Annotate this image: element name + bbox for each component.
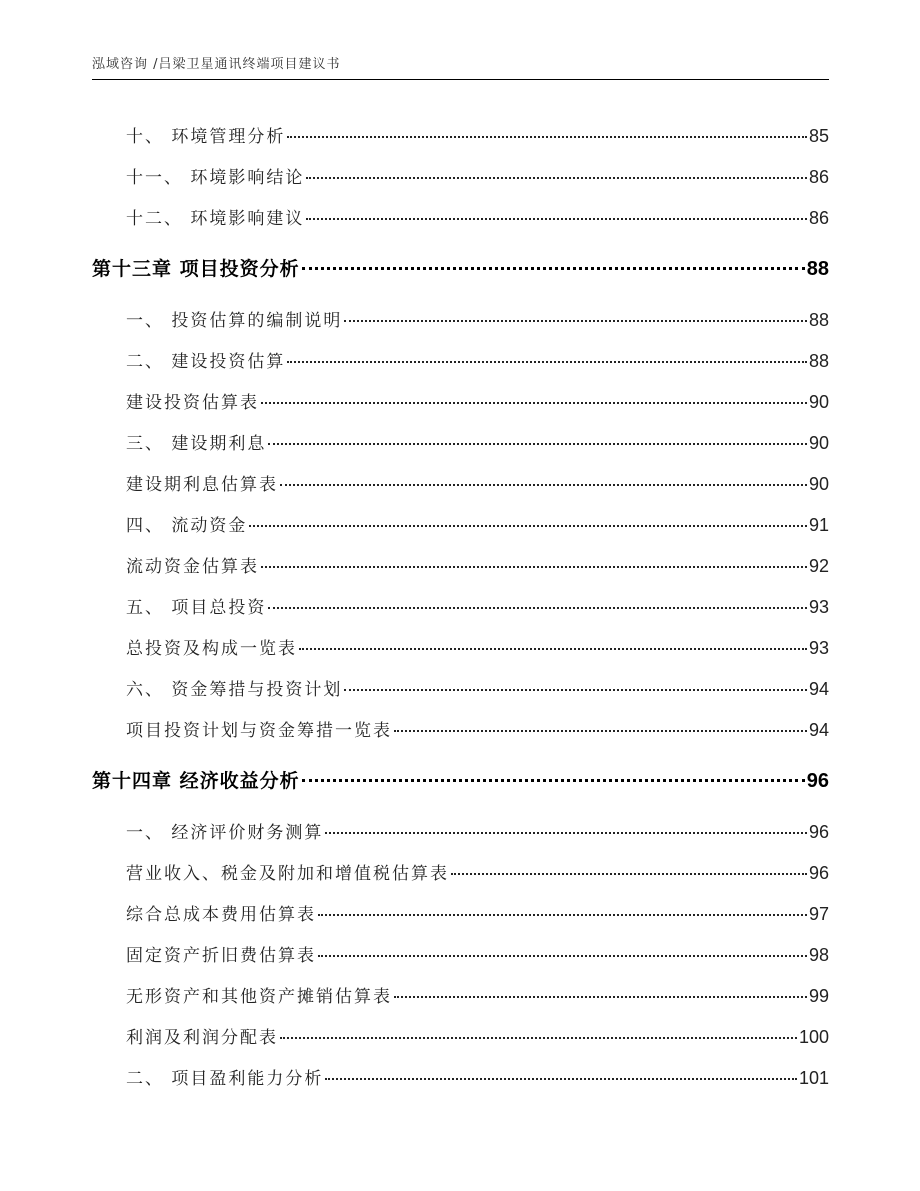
toc-page-number: 92 <box>808 556 829 576</box>
toc-dot-leader <box>325 1078 797 1080</box>
toc-page-number: 85 <box>808 126 829 146</box>
toc-entry-title: 第十四章 经济收益分析 <box>92 770 300 792</box>
header-rule <box>92 79 829 80</box>
toc-dot-leader <box>306 218 807 220</box>
page-header: 泓域咨询 /吕梁卫星通讯终端项目建议书 <box>92 57 341 72</box>
toc-entry[interactable] <box>126 1064 829 1089</box>
toc-dot-leader <box>394 996 807 998</box>
toc-entry-title: 营业收入、税金及附加和增值税估算表 <box>126 864 449 884</box>
toc-dot-leader <box>268 607 807 609</box>
toc-entry[interactable] <box>126 511 829 536</box>
toc-entry[interactable] <box>126 716 829 741</box>
toc-entry[interactable] <box>126 552 829 577</box>
toc-entry-title: 无形资产和其他资产摊销估算表 <box>126 987 392 1007</box>
toc-entry[interactable] <box>126 1023 829 1048</box>
toc-entry-title: 第十三章 项目投资分析 <box>92 258 300 280</box>
toc-entry-title: 一、 投资估算的编制说明 <box>126 311 343 331</box>
toc-entry[interactable] <box>126 163 829 188</box>
toc-entry-title: 四、 流动资金 <box>126 516 248 536</box>
toc-dot-leader <box>325 832 807 834</box>
toc-entry-title: 十二、 环境影响建议 <box>126 209 305 229</box>
toc-entry-title: 五、 项目总投资 <box>126 598 267 618</box>
toc-dot-leader <box>344 320 807 322</box>
toc-page-number: 88 <box>806 258 829 280</box>
toc-entry[interactable] <box>126 593 829 618</box>
toc-dot-leader <box>306 177 807 179</box>
toc-dot-leader <box>318 955 807 957</box>
toc-dot-leader <box>344 689 807 691</box>
toc-chapter-entry[interactable] <box>92 766 829 793</box>
toc-entry[interactable] <box>126 634 829 659</box>
toc-entry-title: 流动资金估算表 <box>126 557 259 577</box>
toc-page-number: 90 <box>808 433 829 453</box>
toc-entry-title: 三、 建设期利息 <box>126 434 267 454</box>
toc-dot-leader <box>261 402 807 404</box>
toc-entry[interactable] <box>126 347 829 372</box>
toc-entry-title: 建设投资估算表 <box>126 393 259 413</box>
toc-page-number: 100 <box>798 1027 829 1047</box>
toc-page-number: 99 <box>808 986 829 1006</box>
toc-entry[interactable] <box>126 204 829 229</box>
toc-page-number: 86 <box>808 167 829 187</box>
toc-dot-leader <box>280 484 807 486</box>
toc-dot-leader <box>302 779 805 782</box>
toc-dot-leader <box>318 914 807 916</box>
toc-entry[interactable] <box>126 470 829 495</box>
toc-entry[interactable] <box>126 818 829 843</box>
toc-page-number: 90 <box>808 392 829 412</box>
toc-entry-title: 项目投资计划与资金筹措一览表 <box>126 721 392 741</box>
toc-dot-leader <box>287 136 807 138</box>
toc-page-number: 96 <box>808 863 829 883</box>
toc-entry-title: 固定资产折旧费估算表 <box>126 946 316 966</box>
toc-entry-title: 利润及利润分配表 <box>126 1028 278 1048</box>
toc-dot-leader <box>299 648 807 650</box>
toc-dot-leader <box>261 566 807 568</box>
toc-entry[interactable] <box>126 306 829 331</box>
toc-entry-title: 十一、 环境影响结论 <box>126 168 305 188</box>
toc-page-number: 88 <box>808 310 829 330</box>
toc-chapter-entry[interactable] <box>92 254 829 281</box>
toc-dot-leader <box>302 267 805 270</box>
toc-entry-title: 总投资及构成一览表 <box>126 639 297 659</box>
toc-entry[interactable] <box>126 900 829 925</box>
toc-entry[interactable] <box>126 122 829 147</box>
toc-page-number: 91 <box>808 515 829 535</box>
toc-entry[interactable] <box>126 982 829 1007</box>
toc-page-number: 94 <box>808 720 829 740</box>
toc-dot-leader <box>268 443 807 445</box>
toc-page-number: 97 <box>808 904 829 924</box>
toc-page-number: 101 <box>798 1068 829 1088</box>
toc-page-number: 94 <box>808 679 829 699</box>
toc-entry-title: 综合总成本费用估算表 <box>126 905 316 925</box>
toc-page-number: 90 <box>808 474 829 494</box>
toc-entry[interactable] <box>126 429 829 454</box>
toc-entry-title: 一、 经济评价财务测算 <box>126 823 324 843</box>
toc-entry-title: 六、 资金筹措与投资计划 <box>126 680 343 700</box>
toc-page-number: 88 <box>808 351 829 371</box>
toc-entry-title: 十、 环境管理分析 <box>126 127 286 147</box>
toc-entry[interactable] <box>126 675 829 700</box>
toc-dot-leader <box>280 1037 797 1039</box>
toc-dot-leader <box>451 873 807 875</box>
toc-entry[interactable] <box>126 859 829 884</box>
toc-entry[interactable] <box>126 941 829 966</box>
toc-dot-leader <box>249 525 807 527</box>
toc-page-number: 93 <box>808 638 829 658</box>
toc-entry-title: 二、 项目盈利能力分析 <box>126 1069 324 1089</box>
toc-dot-leader <box>394 730 807 732</box>
toc-page-number: 96 <box>808 822 829 842</box>
toc-entry[interactable] <box>126 388 829 413</box>
toc-dot-leader <box>287 361 807 363</box>
toc-page-number: 93 <box>808 597 829 617</box>
toc-page-number: 96 <box>806 770 829 792</box>
toc-page-number: 98 <box>808 945 829 965</box>
toc-page-number: 86 <box>808 208 829 228</box>
toc-entry-title: 建设期利息估算表 <box>126 475 278 495</box>
toc-entry-title: 二、 建设投资估算 <box>126 352 286 372</box>
